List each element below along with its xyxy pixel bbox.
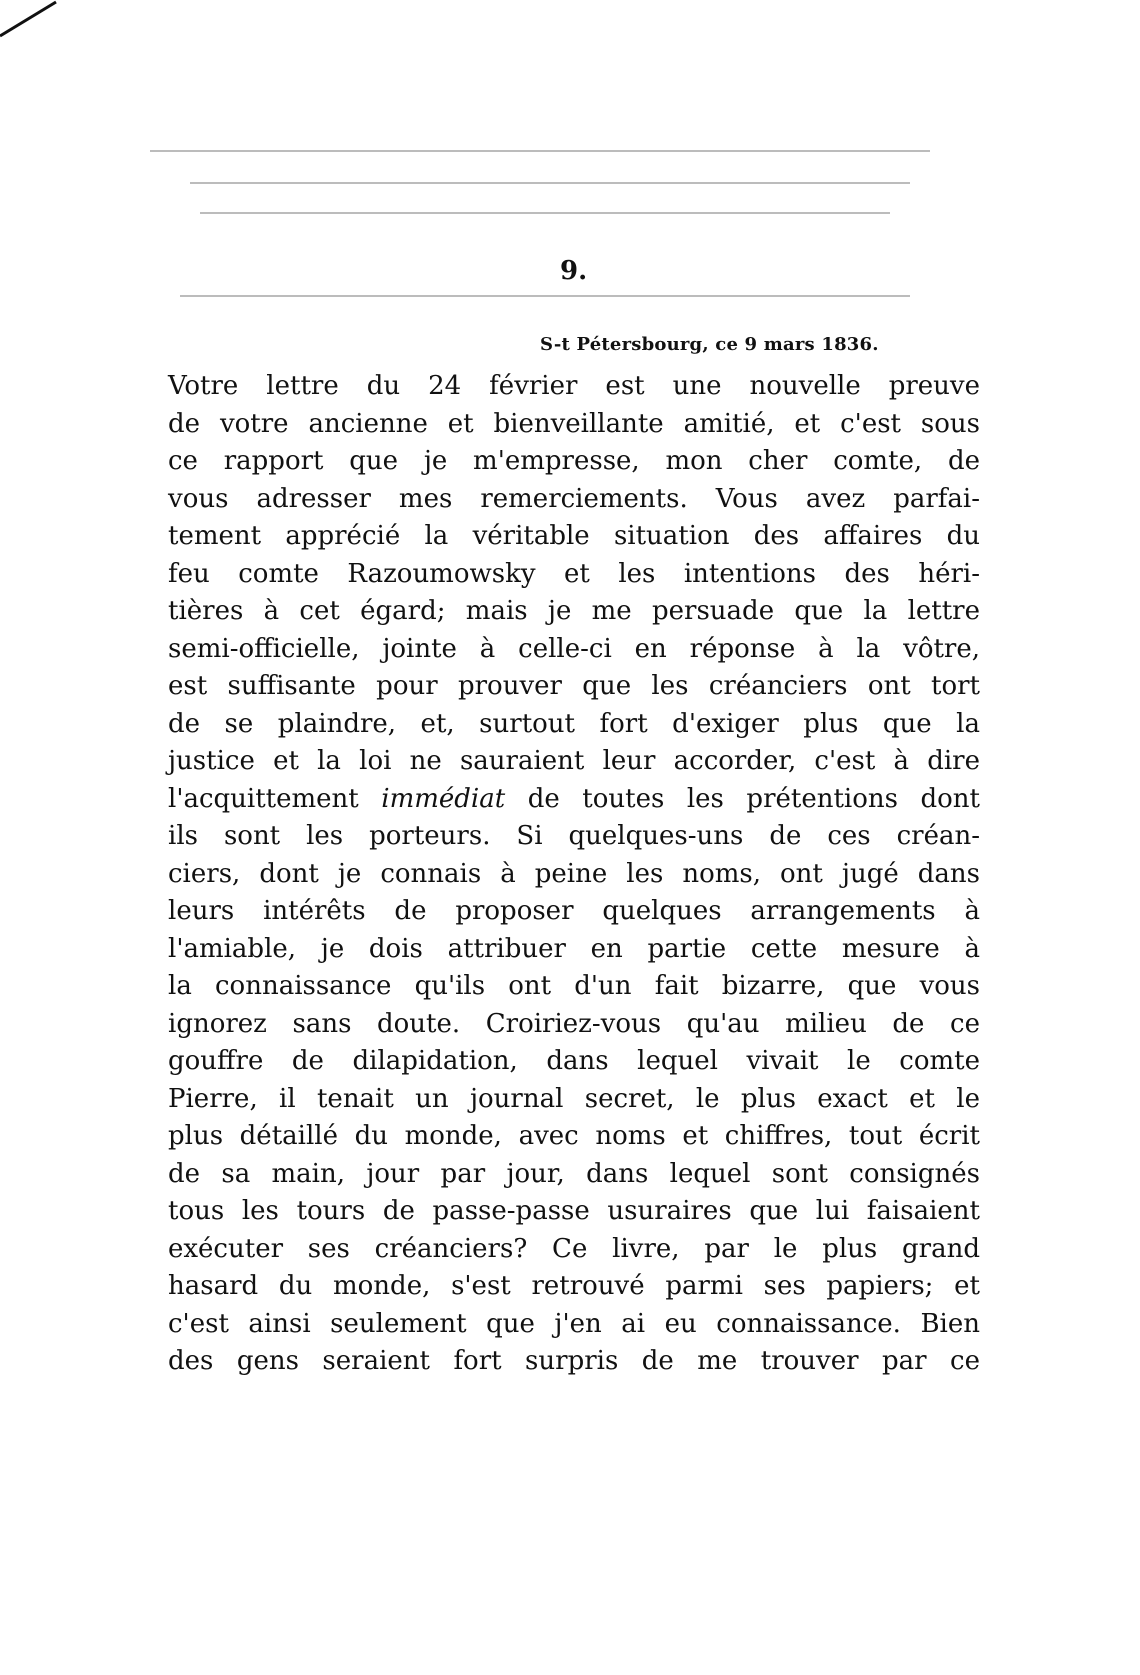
letter-body [168, 368, 980, 1381]
text-line: de sa main, jour par jour, dans lequel sont consignés [168, 1158, 980, 1189]
text-segment: l'acquittement [168, 783, 359, 814]
text-line: ignorez sans doute. Croiriez-vous qu'au milieu de ce [168, 1008, 980, 1039]
text-line: semi-officielle, jointe à celle-ci en réponse à la vôtre, [168, 633, 980, 664]
text-line: plus détaillé du monde, avec noms et chiffres, tout écrit [168, 1121, 980, 1151]
text-line: tement apprécié la véritable situation des affaires du [168, 521, 980, 551]
text-line: leurs intérêts de proposer quelques arrangements à [168, 896, 980, 926]
text-line: vous adresser mes remerciements. Vous avez parfai- [168, 483, 980, 514]
corner-pen-stroke [0, 0, 60, 40]
text-line: feu comte Razoumowsky et les intentions des héri- [168, 558, 980, 589]
text-line: tous les tours de passe-passe usuraires que lui faisaient [168, 1196, 980, 1226]
text-line: c'est ainsi seulement que j'en ai eu connaissance. Bien [168, 1308, 980, 1339]
text-line-with-emphasis [168, 781, 980, 819]
text-line: ils sont les porteurs. Si quelques-uns de ces créan- [168, 821, 980, 851]
text-line: est suffisante pour prouver que les créanciers ont tort [168, 671, 980, 701]
text-segment: de toutes les prétentions dont [527, 783, 980, 814]
text-line: de se plaindre, et, surtout fort d'exiger plus que la [168, 708, 980, 739]
text-line: des gens seraient fort surpris de me trouver par ce [168, 1346, 980, 1376]
show-through-bleed [150, 120, 970, 270]
text-line: exécuter ses créanciers? Ce livre, par le plus grand [168, 1233, 980, 1264]
text-line: de votre ancienne et bienveillante amitié, et c'est sous [168, 408, 980, 439]
page-number: 9. [560, 256, 588, 286]
letter-dateline: S-t Pétersbourg, ce 9 mars 1836. [540, 334, 879, 355]
text-line: Votre lettre du 24 février est une nouvelle preuve [168, 371, 980, 401]
text-line: la connaissance qu'ils ont d'un fait bizarre, que vous [168, 971, 980, 1001]
text-line: justice et la loi ne sauraient leur accorder, c'est à dire [168, 746, 980, 776]
text-line: l'amiable, je dois attribuer en partie cette mesure à [168, 933, 980, 964]
text-line: tières à cet égard; mais je me persuade que la lettre [168, 596, 980, 626]
text-line: ce rapport que je m'empresse, mon cher comte, de [168, 446, 980, 476]
text-line: hasard du monde, s'est retrouvé parmi ses papiers; et [168, 1271, 980, 1301]
text-line: ciers, dont je connais à peine les noms, ont jugé dans [168, 858, 980, 889]
emphasized-word: immédiat [381, 783, 506, 814]
text-line: Pierre, il tenait un journal secret, le plus exact et le [168, 1083, 980, 1114]
text-line: gouffre de dilapidation, dans lequel vivait le comte [168, 1046, 980, 1076]
